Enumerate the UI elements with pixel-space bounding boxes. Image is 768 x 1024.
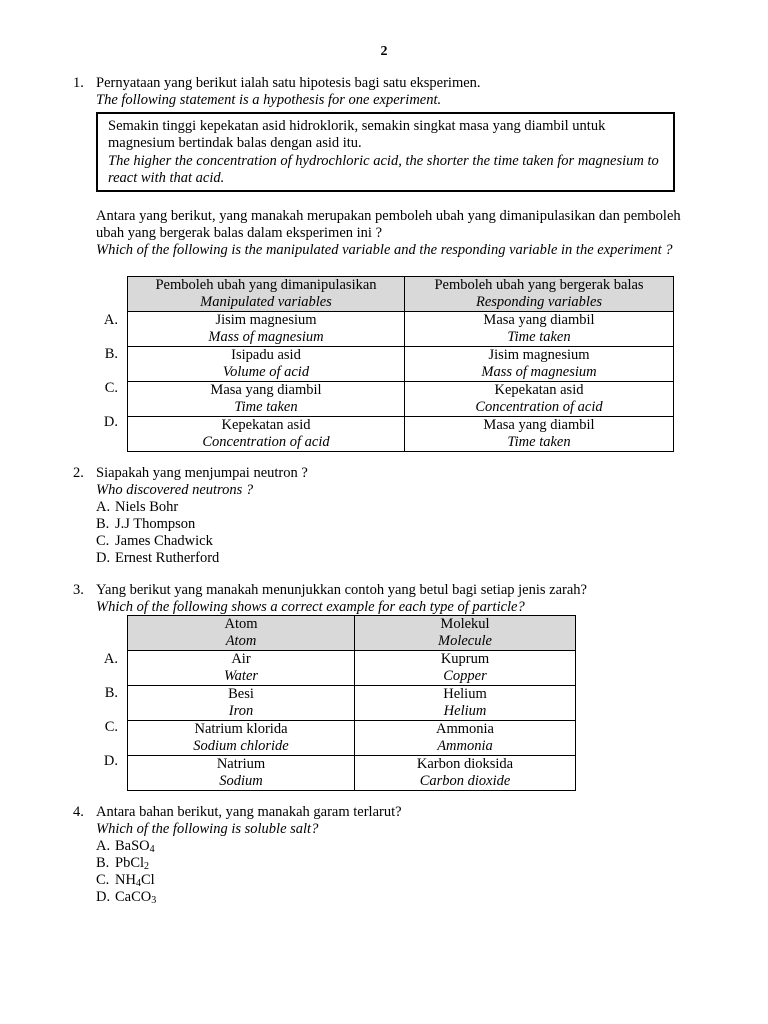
table-cell (355, 651, 576, 686)
option-letter: A. (96, 499, 111, 515)
cell-english: Time taken (234, 399, 298, 415)
table-cell (128, 756, 355, 791)
cell-malay: Masa yang diambil (483, 417, 595, 433)
cell-english: Time taken (507, 434, 571, 450)
cell-malay: Masa yang diambil (210, 382, 322, 398)
option-a[interactable] (96, 499, 683, 516)
question-number: 3. (73, 582, 84, 598)
option-letter-d: D. (103, 753, 118, 769)
cell-malay: Helium (443, 686, 487, 702)
question-1 (73, 75, 683, 259)
formula-text: CaCO (115, 889, 152, 905)
question-number: 2. (73, 465, 84, 481)
cell-malay: Masa yang diambil (483, 312, 595, 328)
cell-english: Time taken (507, 329, 571, 345)
cell-english: Water (223, 668, 259, 684)
cell-english: Ammonia (437, 738, 493, 754)
cell-english: Copper (443, 668, 487, 684)
cell-malay: Natrium klorida (194, 721, 288, 737)
question-4 (73, 804, 683, 906)
table-header-cell (405, 277, 674, 312)
cell-english: Sodium chloride (193, 738, 289, 754)
cell-malay: Isipadu asid (231, 347, 301, 363)
table-cell (128, 651, 355, 686)
table-cell (128, 417, 405, 452)
formula-subscript: 4 (135, 878, 141, 889)
option-d[interactable] (96, 889, 683, 906)
table-row (128, 756, 576, 791)
cell-english: Helium (443, 703, 487, 719)
question-stem-english: The following statement is a hypothesis for one experiment. (96, 92, 442, 108)
option-text: Niels Bohr (115, 499, 179, 515)
formula-subscript: 2 (144, 861, 150, 872)
option-letter: D. (96, 550, 111, 566)
question-number: 1. (73, 75, 84, 91)
page-number: 2 (380, 44, 388, 59)
table-cell (128, 686, 355, 721)
option-b[interactable] (96, 516, 683, 533)
cell-malay: Air (231, 651, 251, 667)
option-letter: C. (96, 533, 110, 549)
cell-english: Concentration of acid (202, 434, 330, 450)
table-cell (355, 756, 576, 791)
formula-subscript: 3 (151, 895, 157, 906)
question-stem-english: Which of the following is soluble salt? (96, 821, 319, 837)
option-b[interactable] (96, 855, 683, 872)
header-english: Molecule (438, 633, 492, 649)
question-3 (73, 582, 683, 616)
table-cell (405, 347, 674, 382)
header-english: Atom (225, 633, 257, 649)
cell-english: Iron (228, 703, 254, 719)
option-letter-a: A. (103, 312, 118, 328)
cell-english: Volume of acid (222, 364, 310, 380)
option-c[interactable] (96, 533, 683, 550)
option-c[interactable] (96, 872, 683, 889)
cell-malay: Karbon dioksida (416, 756, 514, 772)
table-cell (355, 686, 576, 721)
table-row (128, 382, 674, 417)
question-stem-malay: Siapakah yang menjumpai neutron ? (96, 465, 308, 481)
option-letter-b: B. (104, 685, 118, 701)
question-stem-malay: Antara bahan berikut, yang manakah garam terlarut? (96, 804, 402, 820)
option-text: Ernest Rutherford (115, 550, 220, 566)
cell-english: Mass of magnesium (208, 329, 324, 345)
formula-subscript: 4 (149, 844, 155, 855)
cell-malay: Ammonia (436, 721, 494, 737)
option-letter-d: D. (103, 414, 118, 430)
option-letter: B. (96, 855, 110, 871)
header-malay: Atom (224, 616, 258, 632)
table-cell (355, 721, 576, 756)
question-number: 4. (73, 804, 84, 820)
table-cell (128, 721, 355, 756)
question-2 (73, 465, 683, 567)
table-header-row (128, 277, 674, 312)
cell-malay: Natrium (216, 756, 266, 772)
table-row (128, 651, 576, 686)
table-row (128, 721, 576, 756)
formula-text: Cl (140, 872, 155, 888)
option-d[interactable] (96, 550, 683, 567)
cell-malay: Kuprum (440, 651, 490, 667)
cell-malay: Jisim magnesium (488, 347, 590, 363)
question-stem-malay: Pernyataan yang berikut ialah satu hipotesis bagi satu eksperimen. (96, 75, 481, 91)
hypothesis-malay: Semakin tinggi kepekatan asid hidroklorik, semakin singkat masa yang diambil untuk magnesium bertindak balas dengan asid itu. (108, 118, 606, 151)
question-stem-english: Who discovered neutrons ? (96, 482, 254, 498)
table-cell (405, 312, 674, 347)
option-letter-c: C. (104, 380, 118, 396)
answer-table-q3 (127, 615, 576, 791)
table-cell (128, 382, 405, 417)
cell-english: Mass of magnesium (481, 364, 597, 380)
option-text: J.J Thompson (115, 516, 196, 532)
table-header-cell (128, 616, 355, 651)
hypothesis-english: The higher the concentration of hydrochloric acid, the shorter the time taken for magnesium to react with that acid. (108, 153, 659, 186)
answer-table-q1 (127, 276, 674, 452)
table-header-cell (128, 277, 405, 312)
cell-malay: Jisim magnesium (215, 312, 317, 328)
header-malay: Molekul (440, 616, 490, 632)
option-text: James Chadwick (115, 533, 213, 549)
header-english: Manipulated variables (200, 294, 332, 310)
cell-english: Concentration of acid (475, 399, 603, 415)
cell-english: Sodium (219, 773, 263, 789)
table-row (128, 417, 674, 452)
cell-malay: Kepekatan asid (221, 417, 311, 433)
header-malay: Pemboleh ubah yang bergerak balas (434, 277, 644, 293)
cell-malay: Kepekatan asid (494, 382, 584, 398)
hypothesis-box (96, 112, 675, 192)
cell-english: Carbon dioxide (419, 773, 511, 789)
table-cell (128, 312, 405, 347)
table-header-cell (355, 616, 576, 651)
table-cell (405, 382, 674, 417)
option-letter: D. (96, 889, 111, 905)
header-malay: Pemboleh ubah yang dimanipulasikan (155, 277, 377, 293)
option-letter: A. (96, 838, 111, 854)
option-a[interactable] (96, 838, 683, 855)
option-letter: B. (96, 516, 110, 532)
option-letter-a: A. (103, 651, 118, 667)
header-english: Responding variables (475, 294, 603, 310)
cell-malay: Besi (228, 686, 254, 702)
question-stem-english: Which of the following shows a correct example for each type of particle? (96, 599, 525, 615)
option-letter: C. (96, 872, 110, 888)
table-cell (128, 347, 405, 382)
question-ask-english: Which of the following is the manipulated variable and the responding variable in the experiment ? (96, 242, 673, 258)
table-row (128, 347, 674, 382)
table-row (128, 312, 674, 347)
formula-text: BaSO (115, 838, 150, 854)
table-header-row (128, 616, 576, 651)
formula-text: PbCl (115, 855, 145, 871)
table-cell (405, 417, 674, 452)
table-row (128, 686, 576, 721)
question-ask-malay: Antara yang berikut, yang manakah merupakan pemboleh ubah yang dimanipulasikan dan pemboleh ubah yang bergerak balas dalam eksperimen ini ? (96, 208, 681, 241)
formula-text: NH (115, 872, 136, 888)
question-stem-malay: Yang berikut yang manakah menunjukkan contoh yang betul bagi setiap jenis zarah? (96, 582, 587, 598)
option-letter-b: B. (104, 346, 118, 362)
option-letter-c: C. (104, 719, 118, 735)
